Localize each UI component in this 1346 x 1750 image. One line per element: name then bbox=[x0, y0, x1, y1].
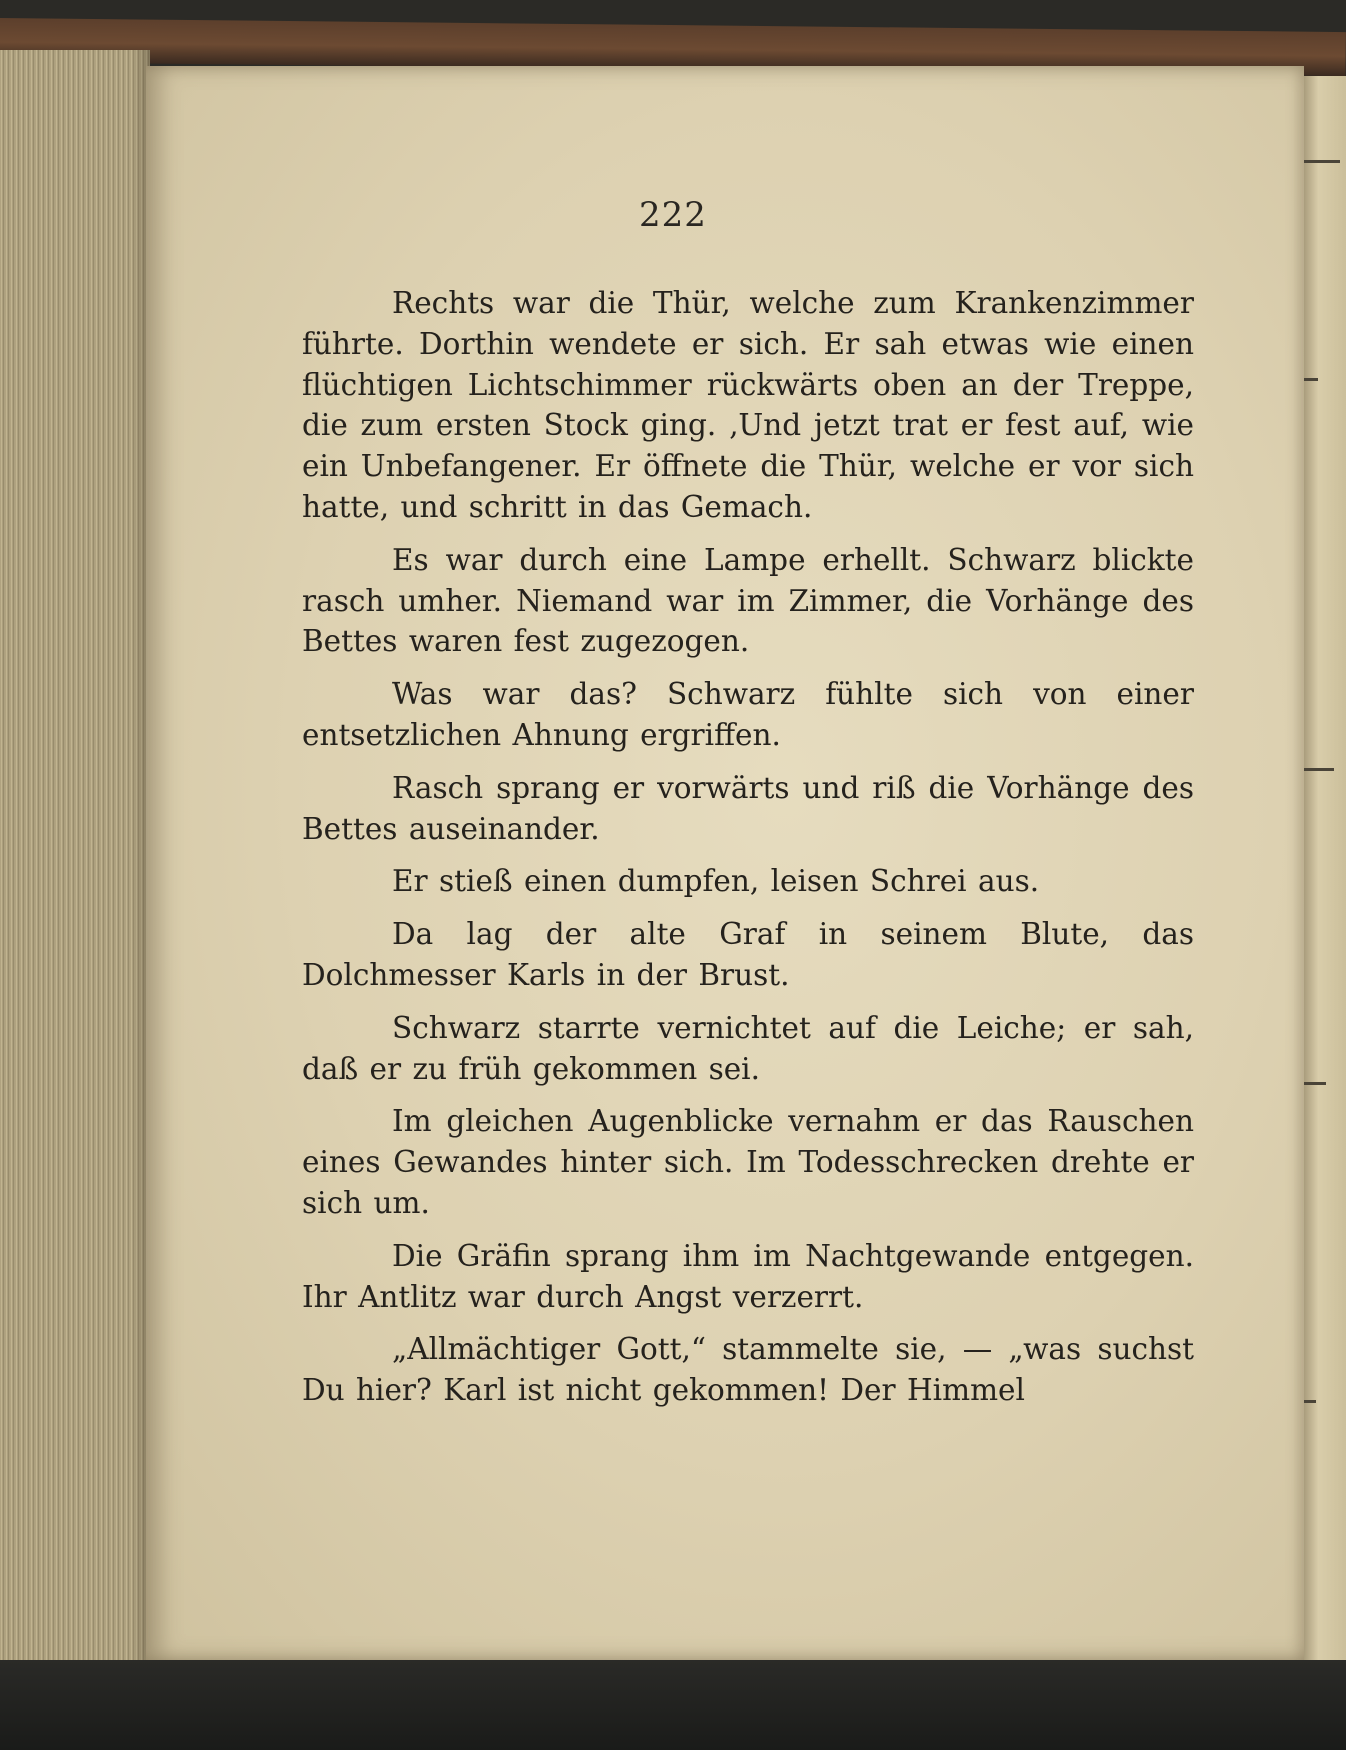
paragraph: Es war durch eine Lampe erhellt. Schwarz blickte rasch umher. Niemand war im Zimmer, die Vorhänge des Bettes waren fest zugezogen. bbox=[302, 542, 1194, 659]
paragraph: Er stieß einen dumpfen, leisen Schrei aus. bbox=[392, 864, 1040, 899]
paragraph: Da lag der alte Graf in seinem Blute, das Dolchmesser Karls in der Brust. bbox=[302, 917, 1194, 992]
facing-page-edge bbox=[1300, 76, 1346, 1676]
paragraph: Rechts war die Thür, welche zum Krankenzimmer führte. Dorthin wendete er sich. Er sah etwas wie einen flüchtigen Lichtschimmer rückwärts oben an der Treppe, die zum ersten Stock ging. ‚Und jetzt trat er fest auf, wie ein Unbefangener. Er öffnete die Thür, welche er vor sich hatte, und schritt in das Gemach. bbox=[302, 286, 1194, 524]
background-surface bbox=[0, 1660, 1346, 1750]
paragraph: Rasch sprang er vorwärts und riß die Vorhänge des Bettes auseinander. bbox=[302, 770, 1194, 846]
page-stack-edge bbox=[0, 50, 150, 1660]
paragraph: „Allmächtiger Gott,“ stammelte sie, — „was suchst Du hier? Karl ist nicht gekommen! Der Himmel bbox=[302, 1332, 1194, 1408]
body-text bbox=[302, 283, 1194, 1423]
paragraph: Im gleichen Augenblicke vernahm er das Rauschen eines Gewandes hinter sich. Im Todesschrecken drehte er sich um. bbox=[302, 1104, 1194, 1220]
paragraph: Schwarz starrte vernichtet auf die Leiche; er sah, daß er zu früh gekommen sei. bbox=[302, 1010, 1194, 1086]
paragraph: Was war das? Schwarz fühlte sich von einer entsetzlichen Ahnung ergriffen. bbox=[302, 677, 1194, 752]
page-number: 222 bbox=[639, 195, 707, 235]
paragraph: Die Gräfin sprang ihm im Nachtgewande entgegen. Ihr Antlitz war durch Angst verzerrt. bbox=[302, 1238, 1194, 1314]
binding-thread bbox=[1300, 160, 1340, 163]
